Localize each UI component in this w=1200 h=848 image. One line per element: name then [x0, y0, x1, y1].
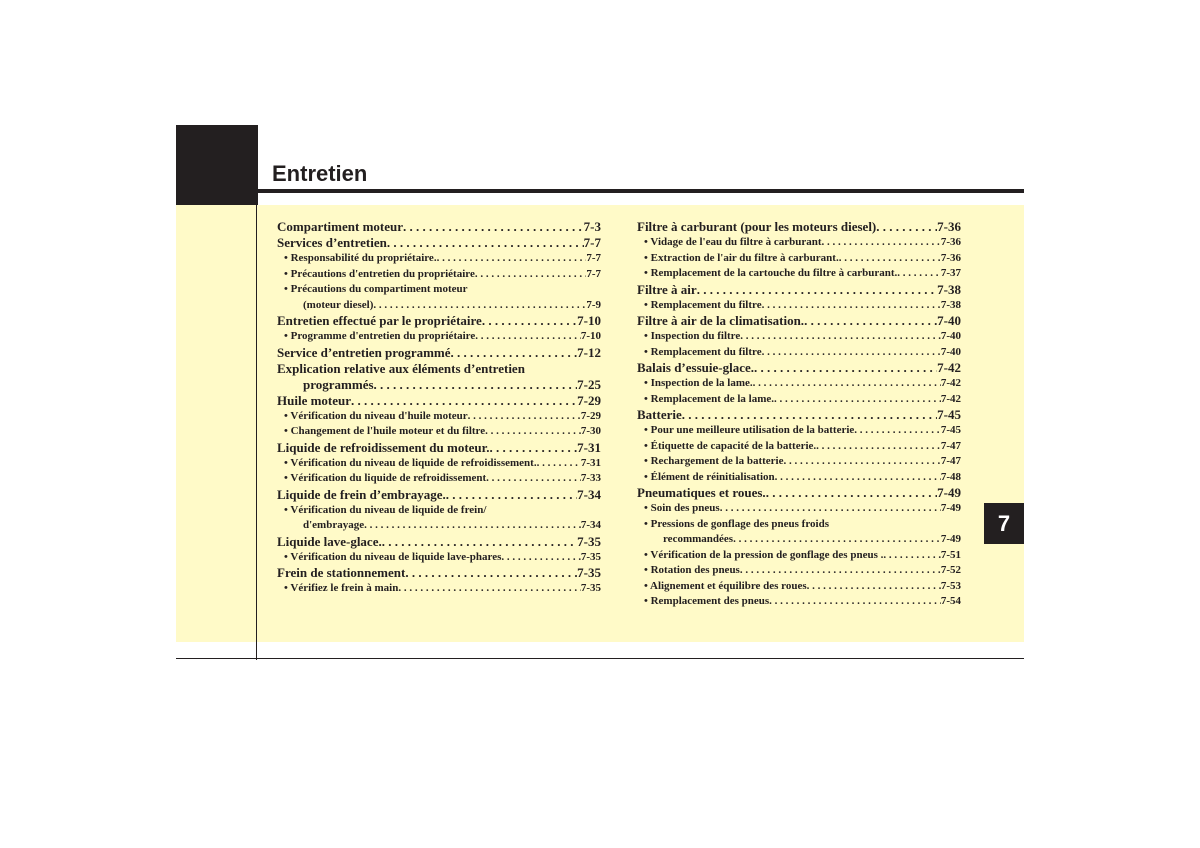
toc-entry-title: • Remplacement de la lame.	[644, 392, 775, 405]
toc-entry-title: Balais d’essuie-glace.	[637, 360, 754, 375]
toc-entry[interactable]	[277, 534, 601, 550]
toc-entry[interactable]	[277, 581, 601, 597]
title-rule	[258, 189, 1024, 193]
dot-leader	[682, 407, 937, 423]
dot-leader	[816, 439, 941, 455]
dot-leader	[446, 487, 577, 503]
toc-entry[interactable]	[277, 251, 601, 267]
toc-entry[interactable]	[637, 439, 961, 455]
toc-entry[interactable]	[277, 219, 601, 235]
dot-leader	[382, 534, 577, 550]
toc-entry-page: 7-40	[940, 345, 961, 358]
dot-leader	[437, 251, 587, 267]
toc-entry-page: 7-38	[937, 281, 961, 297]
dot-leader	[876, 219, 937, 235]
toc-entry[interactable]	[637, 579, 961, 595]
toc-entry-page: 7-35	[577, 533, 601, 549]
toc-entry[interactable]	[277, 409, 601, 425]
toc-entry-page: 7-34	[577, 486, 601, 502]
toc-entry-page: 7-52	[940, 564, 961, 576]
toc-entry[interactable]	[277, 503, 601, 519]
toc-entry-title: Filtre à air	[637, 281, 697, 297]
toc-entry-page: 7-53	[940, 579, 961, 592]
toc-entry-title: • Alignement et équilibre des roues	[644, 579, 807, 592]
toc-entry-page: 7-42	[940, 377, 961, 389]
dot-leader	[740, 563, 941, 579]
toc-entry[interactable]	[277, 393, 601, 409]
dot-leader	[351, 393, 577, 409]
toc-entry-page: 7-36	[940, 251, 961, 264]
toc-entry-title: • Vérification du niveau de liquide de refroidissement.	[284, 456, 537, 469]
toc-entry-page: 7-37	[940, 267, 961, 279]
toc-entry[interactable]	[637, 235, 961, 251]
toc-entry-title: • Précautions du compartiment moteur	[284, 283, 468, 295]
toc-entry-title: • Vérification du liquide de refroidissement	[284, 472, 487, 484]
toc-entry-title: • Vérification du niveau de liquide de frein/	[284, 503, 487, 516]
toc-entry-title: • Vérification du niveau de liquide lave-phares	[284, 550, 502, 563]
toc-entry-title: • Élément de réinitialisation	[644, 470, 775, 483]
toc-entry-page: 7-34	[580, 519, 601, 531]
toc-entry[interactable]	[637, 298, 961, 314]
toc-entry-title: Compartiment moteur	[277, 219, 403, 234]
toc-entry-title: • Responsabilité du propriétaire.	[284, 252, 437, 264]
dot-leader	[364, 518, 581, 534]
toc-entry-title: • Pour une meilleure utilisation de la batterie	[644, 424, 855, 436]
toc-entry-page: 7-31	[577, 439, 601, 455]
dot-leader	[501, 550, 580, 566]
toc-left-column	[277, 219, 601, 597]
toc-entry[interactable]	[637, 454, 961, 470]
toc-entry-page: 7-51	[940, 548, 961, 561]
dot-leader	[489, 440, 577, 456]
toc-entry-title: • Précautions d'entretien du propriétaire	[284, 267, 475, 280]
toc-entry-title: • Étiquette de capacité de la batterie.	[644, 439, 817, 452]
toc-entry-title: • Pressions de gonflage des pneus froids	[644, 517, 829, 530]
toc-entry-page: 7-36	[940, 236, 961, 248]
toc-entry-page: 7-45	[937, 407, 961, 422]
toc-entry-page: 7-33	[580, 472, 601, 484]
dot-leader	[486, 471, 581, 487]
toc-entry-title: • Vidage de l'eau du filtre à carburant	[644, 236, 822, 248]
toc-entry-title: Explication relative aux éléments d’entretien	[277, 360, 525, 376]
dot-leader	[398, 581, 580, 597]
toc-entry-title: d'embrayage	[303, 519, 365, 531]
toc-entry-page: 7-7	[583, 235, 601, 250]
toc-entry-title: • Remplacement du filtre	[644, 298, 762, 311]
dot-leader	[697, 282, 937, 298]
dot-leader	[485, 424, 581, 440]
dot-leader	[839, 251, 941, 267]
toc-entry-page: 7-10	[577, 313, 601, 328]
toc-entry-page: 7-45	[940, 424, 961, 436]
dot-leader	[775, 470, 941, 486]
dot-leader	[468, 409, 581, 425]
toc-entry-page: 7-30	[580, 425, 601, 437]
toc-entry-page: 7-47	[940, 455, 961, 467]
dot-leader	[720, 501, 941, 517]
toc-entry-title: • Remplacement des pneus	[644, 595, 770, 607]
toc-entry[interactable]	[637, 360, 961, 376]
toc-entry-title: Entretien effectué par le propriétaire	[277, 313, 482, 328]
dot-leader	[762, 298, 941, 314]
toc-entry[interactable]	[277, 550, 601, 566]
toc-entry-page: 7-54	[940, 595, 961, 607]
toc-entry-page: 7-35	[580, 582, 601, 594]
toc-entry-title: Filtre à carburant (pour les moteurs diesel)	[637, 219, 877, 234]
dot-leader	[769, 594, 941, 610]
toc-entry[interactable]	[277, 267, 601, 283]
chapter-header-block	[176, 125, 258, 205]
toc-entry-title: Pneumatiques et roues.	[637, 485, 766, 500]
dot-leader	[753, 376, 941, 392]
dot-leader	[451, 345, 578, 361]
toc-entry-page: 7-40	[937, 313, 961, 328]
toc-entry[interactable]	[637, 594, 961, 610]
dot-leader	[405, 565, 577, 581]
toc-entry-title: Liquide de frein d’embrayage.	[277, 486, 446, 502]
toc-entry-title: • Remplacement de la cartouche du filtre à carburant.	[644, 267, 898, 279]
toc-right-column	[637, 219, 961, 610]
toc-entry-page: 7-49	[940, 533, 961, 545]
chapter-tab[interactable]: 7	[984, 503, 1024, 544]
dot-leader	[762, 345, 941, 361]
dot-leader	[822, 235, 941, 251]
toc-entry[interactable]	[637, 563, 961, 579]
toc-entry[interactable]	[637, 548, 961, 564]
toc-entry-page: 7-40	[940, 330, 961, 342]
toc-entry-title: • Vérifiez le frein à main	[284, 582, 399, 594]
toc-entry[interactable]	[637, 532, 961, 548]
toc-entry[interactable]	[277, 440, 601, 456]
toc-entry[interactable]	[637, 407, 961, 423]
toc-entry-page: 7-47	[940, 439, 961, 452]
toc-entry-page: 7-7	[586, 252, 601, 264]
toc-entry-title: Liquide de refroidissement du moteur.	[277, 439, 490, 455]
toc-entry[interactable]	[637, 501, 961, 517]
toc-entry-title: • Vérification du niveau d'huile moteur	[284, 409, 468, 422]
dot-leader	[373, 298, 586, 314]
toc-entry-title: (moteur diesel)	[303, 298, 374, 311]
toc-entry-title: • Rotation des pneus	[644, 564, 740, 576]
toc-entry[interactable]	[637, 219, 961, 235]
toc-entry-page: 7-35	[577, 565, 601, 580]
toc-entry-page: 7-7	[586, 267, 601, 280]
toc-entry-title: • Rechargement de la batterie	[644, 455, 784, 467]
dot-leader	[403, 219, 584, 235]
toc-entry[interactable]	[277, 329, 601, 345]
toc-entry-page: 7-29	[577, 392, 601, 408]
toc-entry[interactable]	[277, 361, 601, 377]
toc-entry[interactable]	[637, 392, 961, 408]
bottom-rule	[176, 658, 1024, 659]
dot-leader	[387, 235, 584, 251]
toc-entry[interactable]	[277, 345, 601, 361]
toc-entry-page: 7-3	[583, 219, 601, 234]
toc-entry[interactable]	[637, 376, 961, 392]
toc-entry[interactable]	[637, 329, 961, 345]
toc-entry-title: Batterie	[637, 407, 682, 422]
toc-entry-title: • Vérification de la pression de gonflage des pneus .	[644, 548, 884, 561]
toc-entry-title: recommandées	[663, 533, 734, 545]
toc-entry-page: 7-35	[580, 550, 601, 563]
toc-entry-title: • Changement de l'huile moteur et du filtre	[284, 425, 486, 437]
dot-leader	[537, 456, 581, 472]
toc-entry-title: • Extraction de l'air du filtre à carburant.	[644, 251, 839, 264]
toc-entry[interactable]	[277, 298, 601, 314]
toc-entry[interactable]	[277, 235, 601, 251]
toc-entry-page: 7-25	[577, 376, 601, 392]
toc-entry[interactable]	[277, 424, 601, 440]
dot-leader	[897, 266, 941, 282]
toc-entry[interactable]	[637, 282, 961, 298]
toc-entry[interactable]	[637, 313, 961, 329]
toc-entry[interactable]	[637, 485, 961, 501]
toc-entry-page: 7-38	[940, 298, 961, 311]
toc-entry-title: • Remplacement du filtre	[644, 345, 762, 358]
dot-leader	[883, 548, 940, 564]
toc-entry[interactable]	[637, 470, 961, 486]
toc-entry-title: Filtre à air de la climatisation.	[637, 313, 805, 328]
toc-entry[interactable]	[637, 517, 961, 533]
toc-entry-page: 7-49	[940, 502, 961, 514]
toc-entry[interactable]	[637, 423, 961, 439]
toc-entry-title: • Soin des pneus	[644, 502, 720, 514]
toc-entry[interactable]	[637, 345, 961, 361]
toc-entry-title: Service d’entretien programmé	[277, 344, 451, 360]
toc-entry-title: • Inspection de la lame.	[644, 377, 753, 389]
dot-leader	[807, 579, 941, 595]
dot-leader	[733, 532, 941, 548]
dot-leader	[804, 313, 937, 329]
toc-entry[interactable]	[277, 456, 601, 472]
dot-leader	[740, 329, 941, 345]
toc-entry-page: 7-48	[940, 470, 961, 483]
toc-entry[interactable]	[637, 266, 961, 282]
margin-divider	[256, 205, 257, 660]
toc-entry[interactable]	[277, 313, 601, 329]
toc-entry-page: 7-9	[586, 298, 601, 311]
dot-leader	[774, 392, 941, 408]
dot-leader	[854, 423, 941, 439]
toc-entry[interactable]	[637, 251, 961, 267]
toc-entry-page: 7-31	[580, 456, 601, 469]
toc-entry-title: Services d’entretien	[277, 235, 387, 250]
dot-leader	[482, 313, 577, 329]
dot-leader	[475, 267, 586, 283]
toc-entry-title: • Inspection du filtre	[644, 330, 741, 342]
toc-entry-page: 7-29	[580, 409, 601, 422]
toc-entry-page: 7-12	[577, 344, 601, 360]
dot-leader	[475, 329, 581, 345]
toc-entry-title: Liquide lave-glace.	[277, 533, 382, 549]
toc-entry-title: • Programme d'entretien du propriétaire	[284, 330, 476, 342]
toc-entry-page: 7-10	[580, 330, 601, 342]
dot-leader	[754, 360, 937, 376]
toc-entry[interactable]	[277, 471, 601, 487]
page-title: Entretien	[272, 161, 368, 186]
toc-entry-page: 7-36	[937, 219, 961, 234]
dot-leader	[374, 377, 578, 393]
dot-leader	[766, 485, 937, 501]
toc-entry[interactable]	[277, 282, 601, 298]
toc-entry-title: Frein de stationnement	[277, 565, 406, 580]
toc-entry-title: Huile moteur	[277, 392, 352, 408]
toc-entry-title: programmés	[303, 376, 374, 392]
toc-entry[interactable]	[277, 377, 601, 393]
toc-entry-page: 7-42	[937, 360, 961, 375]
toc-entry[interactable]	[277, 565, 601, 581]
toc-entry-page: 7-42	[940, 392, 961, 405]
toc-entry-page: 7-49	[937, 485, 961, 500]
toc-entry[interactable]	[277, 487, 601, 503]
toc-entry[interactable]	[277, 518, 601, 534]
dot-leader	[783, 454, 940, 470]
